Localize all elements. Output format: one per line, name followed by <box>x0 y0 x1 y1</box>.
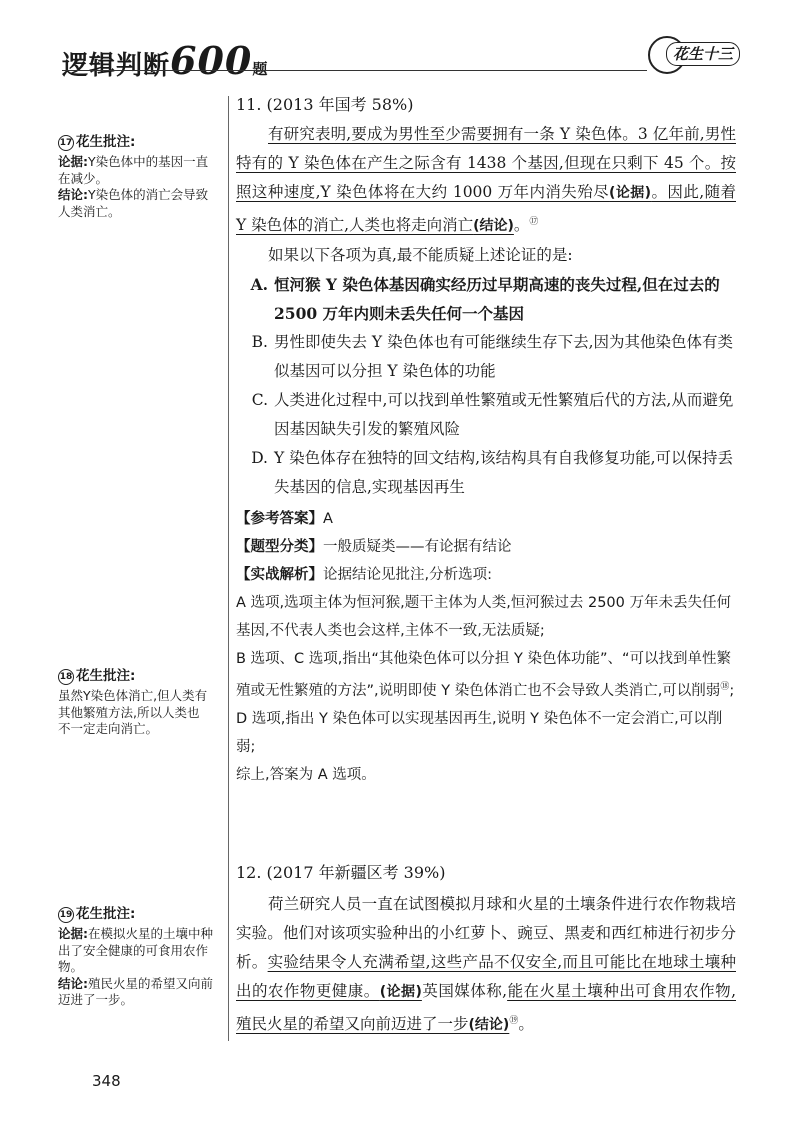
answer-line <box>236 505 736 533</box>
analysis-option-d: D 选项,指出 Y 染色体可以实现基因再生,说明 Y 染色体不一定会消亡,可以削弱; <box>236 711 723 755</box>
note-key: 论据: <box>58 154 88 169</box>
answer-label: 【参考答案】 <box>236 511 323 527</box>
note-heading <box>58 668 208 685</box>
brand-logo <box>648 34 738 74</box>
note-key: 论据: <box>58 926 88 941</box>
option-letter: C. <box>251 391 268 409</box>
stem-text: 有研究表明,要成为男性至少需要拥有一条 Y 染色体。3 亿年前,男性特有的 Y 染色体在产生之际含有 1438 个基因,但现在只剩下 45 个。按照这种速度,Y 染色体将在大约 1000 万年内消失殆尽 <box>236 125 736 201</box>
argument-tag: (论据) <box>609 185 652 201</box>
note-text: Y染色体的消亡会导致人类消亡。 <box>58 187 209 219</box>
book-title-text: 逻辑判断 <box>62 51 171 81</box>
side-note-17 <box>58 134 218 220</box>
side-note-18 <box>58 668 208 738</box>
note-reference-mark: ⑱ <box>720 682 730 692</box>
option-text: 男性即使失去 Y 染色体也有可能继续生存下去,因为其他染色体有类似基因可以分担 Y 染色体的功能 <box>274 333 734 380</box>
book-title <box>62 38 268 83</box>
book-title-number: 600 <box>170 38 253 83</box>
question-prompt-text: 如果以下各项为真,最不能质疑上述论证的是: <box>268 246 573 264</box>
question-11-options <box>236 270 736 502</box>
note-heading-text: 花生批注: <box>76 906 136 922</box>
note-key: 结论: <box>58 187 88 202</box>
argument-tag: (论据) <box>379 984 422 1000</box>
analysis-line <box>236 561 736 589</box>
stem-text: 英国媒体称, <box>421 982 508 1000</box>
header-rule <box>62 70 647 71</box>
note-reference-mark: ⑰ <box>529 217 539 227</box>
page-number: 348 <box>92 1072 121 1090</box>
stem-text: 。因此,随着 Y 染色体的消亡,人类也将走向消亡 <box>236 183 736 234</box>
analysis-option-a: A 选项,选项主体为恒河猴,题干主体为人类,恒河猴过去 2500 万年未丢失任何基因,不代表人类也会这样,主体不一致,无法质疑; <box>236 595 731 639</box>
question-11-prompt <box>236 241 736 270</box>
type-label: 【题型分类】 <box>236 539 323 555</box>
note-number-badge: 19 <box>58 907 74 923</box>
question-12-stem <box>236 890 736 1040</box>
stem-text: 能在火星土壤种出可食用农作物,殖民火星的希望又向前迈进了一步 <box>236 982 736 1033</box>
option-b <box>236 328 736 386</box>
brand-name: 花生十三 <box>666 42 740 66</box>
analysis-text: ; <box>729 683 735 699</box>
note-line <box>58 926 218 976</box>
stem-text: 。 <box>513 216 530 234</box>
analysis-label: 【实战解析】 <box>236 567 323 583</box>
note-heading <box>58 906 218 923</box>
answer-value: A <box>323 511 333 527</box>
note-line <box>58 976 218 1009</box>
analysis-summary: 综上,答案为 A 选项。 <box>236 767 376 783</box>
note-text: 在模拟火星的土壤中种出了安全健康的可食用农作物。 <box>58 926 214 974</box>
question-11-answer-block <box>236 505 736 789</box>
option-letter: D. <box>251 449 268 467</box>
note-number-badge: 18 <box>58 669 74 685</box>
type-line <box>236 533 736 561</box>
note-text: 殖民火星的希望又向前迈进了一步。 <box>58 975 214 1007</box>
book-title-suffix: 题 <box>252 60 269 78</box>
stem-text: 实验结果令人充满希望,这些产品不仅安全,而且可能比在地球土壤种出的农作物更健康。 <box>236 953 736 1000</box>
analysis-text: B 选项、C 选项,指出“其他染色体可以分担 Y 染色体功能”、“可以找到单性繁殖或无性繁殖的方法”,说明即使 Y 染色体消亡也不会导致人类消亡,可以削弱 <box>236 651 732 699</box>
note-heading <box>58 134 218 151</box>
side-note-19 <box>58 906 218 1009</box>
note-number-badge: 17 <box>58 135 74 151</box>
note-line <box>58 154 218 187</box>
conclusion-tag: (结论) <box>473 218 514 234</box>
stem-text: 荷兰研究人员一直在试图模拟月球和火星的土壤条件进行农作物栽培实验。他们对该项实验种出的小红萝卜、豌豆、黑麦和西红柿进行初步分析。 <box>236 895 736 971</box>
question-12-title: 12. (2017 年新疆区考 39%) <box>236 863 446 882</box>
note-key: 结论: <box>58 975 88 991</box>
option-text: 人类进化过程中,可以找到单性繁殖或无性繁殖后代的方法,从而避免因基因缺失引发的繁殖风险 <box>274 391 734 438</box>
note-heading-text: 花生批注: <box>76 668 136 684</box>
note-line <box>58 187 218 220</box>
stem-text: 。 <box>518 1015 534 1033</box>
analysis-intro: 论据结论见批注,分析选项: <box>323 567 492 583</box>
question-11-stem <box>236 120 736 241</box>
option-a <box>236 270 736 328</box>
option-c <box>236 386 736 444</box>
analysis-option-bc <box>236 645 736 705</box>
note-text: Y染色体中的基因一直在减少。 <box>58 154 209 186</box>
note-heading-text: 花生批注: <box>76 134 136 150</box>
column-divider <box>228 96 229 1041</box>
option-d <box>236 444 736 502</box>
type-value: 一般质疑类——有论据有结论 <box>323 539 512 555</box>
conclusion-tag: (结论) <box>468 1017 510 1033</box>
question-11-title: 11. (2013 年国考 58%) <box>236 95 414 114</box>
option-text: 恒河猴 Y 染色体基因确实经历过早期高速的丧失过程,但在过去的 2500 万年内则未丢失任何一个基因 <box>274 275 720 323</box>
option-letter: A. <box>250 275 268 294</box>
option-text: Y 染色体存在独特的回文结构,该结构具有自我修复功能,可以保持丢失基因的信息,实现基因再生 <box>274 449 734 496</box>
note-text: 虽然Y染色体消亡,但人类有其他繁殖方法,所以人类也不一定走向消亡。 <box>58 688 208 736</box>
note-reference-mark: ⑲ <box>509 1016 519 1026</box>
option-letter: B. <box>251 333 268 351</box>
